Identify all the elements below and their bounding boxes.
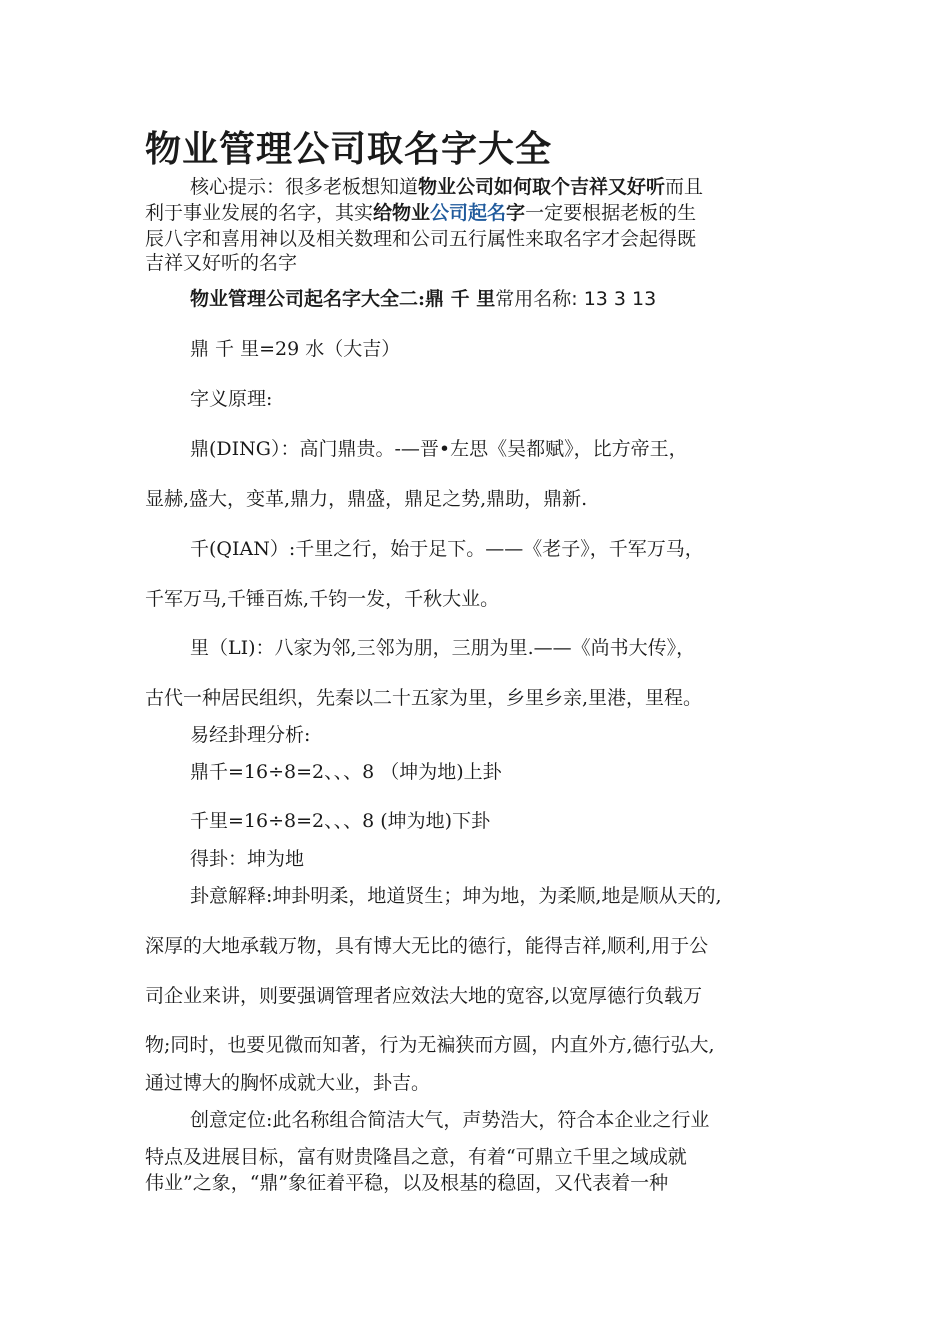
explain-line: 物;同时，也要见微而知著，行为无褊狭而方圆，内直外方,德行弘大, (145, 1034, 715, 1056)
upper-trigram: 鼎千=16÷8=2、、、8 （坤为地)上卦 (190, 761, 502, 783)
intro-text: 一定要根据老板的生 (525, 202, 697, 224)
section-common-name: 常用名称: 13 3 13 (495, 288, 657, 310)
ding-meaning-2: 显赫,盛大，变革,鼎力，鼎盛，鼎足之势,鼎助，鼎新. (145, 488, 588, 510)
qian-meaning-1: 千(QIAN）:千里之行，始于足下。——《老子》，千军万马， (190, 538, 704, 560)
li-meaning-2: 古代一种居民组织，先秦以二十五家为里，乡里乡亲,里港，里程。 (145, 687, 703, 709)
explain-line: 卦意解释:坤卦明柔，地道贤生；坤为地，为柔顺,地是顺从天的, (190, 885, 722, 907)
intro-bold-text: 给物业 (373, 202, 431, 224)
creative-line: 特点及进展目标，富有财贵隆昌之意，有着“可鼎立千里之域成就 (145, 1146, 687, 1168)
intro-line-2 (145, 200, 696, 226)
meaning-heading: 字义原理: (190, 388, 273, 410)
creative-line: 创意定位:此名称组合简洁大气，声势浩大，符合本企业之行业 (190, 1109, 710, 1131)
section-label: 物业管理公司起名字大全二: (190, 288, 426, 310)
intro-text: 利于事业发展的名字，其实 (145, 202, 374, 224)
company-naming-link[interactable]: 公司起名 (430, 202, 507, 224)
qian-meaning-2: 千军万马,千锤百炼,千钧一发，千秋大业。 (145, 588, 500, 610)
creative-line: 伟业”之象，“鼎”象征着平稳，以及根基的稳固，又代表着一种 (145, 1172, 669, 1194)
section-heading (190, 286, 656, 312)
document-title: 物业管理公司取名字大全 (145, 128, 553, 170)
explain-line: 司企业来讲，则要强调管理者应效法大地的宽容,以宽厚德行负载万 (145, 985, 703, 1007)
intro-text: 核心提示：很多老板想知道 (190, 176, 419, 198)
result-hexagram: 得卦：坤为地 (190, 848, 305, 870)
intro-bold-text: 字 (506, 202, 526, 224)
section-name: 鼎 千 里 (425, 288, 496, 310)
ding-meaning-1: 鼎(DING）：高门鼎贵。-—晋•左思《吴都赋》，比方帝王， (190, 438, 688, 460)
li-meaning-1: 里（LI)：八家为邻,三邻为朋，三朋为里.——《尚书大传》， (190, 637, 696, 659)
explain-line: 通过博大的胸怀成就大业，卦吉。 (145, 1072, 431, 1094)
intro-text: 而且 (665, 176, 704, 198)
intro-line-1 (190, 174, 703, 200)
name-score: 鼎 千 里=29 水（大吉） (190, 338, 401, 360)
intro-line-3: 辰八字和喜用神以及相关数理和公司五行属性来取名字才会起得既 (145, 228, 697, 250)
intro-line-4: 吉祥又好听的名字 (145, 252, 298, 274)
yijing-heading: 易经卦理分析: (190, 724, 311, 746)
intro-bold-text: 物业公司如何取个吉祥又好听 (418, 176, 666, 198)
explain-line: 深厚的大地承载万物，具有博大无比的德行，能得吉祥,顺利,用于公 (145, 935, 709, 957)
lower-trigram: 千里=16÷8=2、、、8 (坤为地)下卦 (190, 810, 491, 832)
